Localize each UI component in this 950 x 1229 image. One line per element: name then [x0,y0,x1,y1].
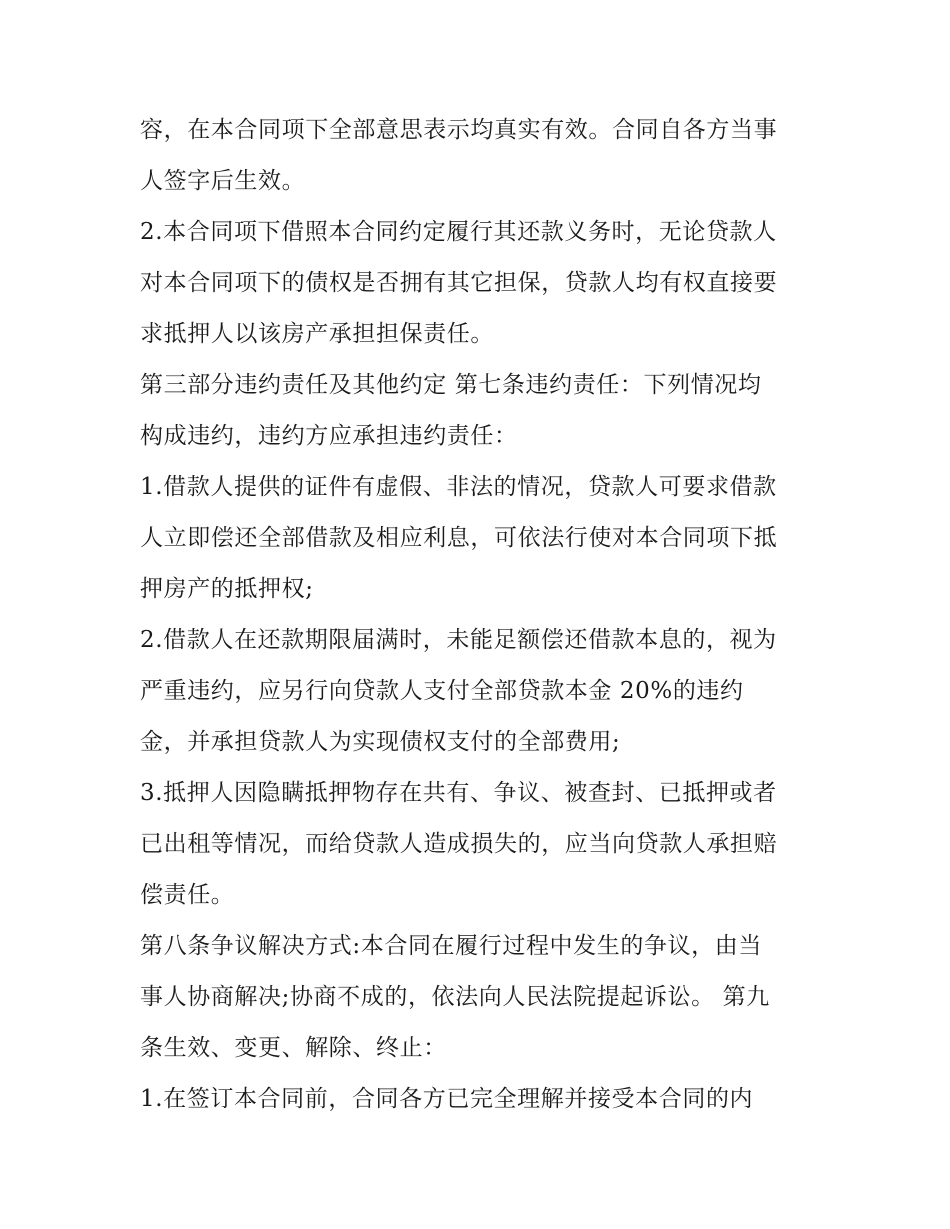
text-line: 人签字后生效。 [140,168,306,194]
text-line: 人立即偿还全部借款及相应利息，可依法行使对本合同项下抵 [140,525,778,551]
document-body [140,105,830,1125]
text-line: 押房产的抵押权; [140,576,314,602]
text-line: 金，并承担贷款人为实现债权支付的全部费用; [140,729,621,755]
text-line: 第八条争议解决方式:本合同在履行过程中发生的争议，由当 [140,933,762,959]
text-line: 容，在本合同项下全部意思表示均真实有效。合同自各方当事 [140,117,778,143]
text-line: 条生效、变更、解除、终止： [140,1035,447,1061]
text-line: 2.借款人在还款期限届满时，未能足额偿还借款本息的，视为 [140,627,777,653]
text-line: 1.借款人提供的证件有虚假、非法的情况，贷款人可要求借款 [140,474,777,500]
text-line: 对本合同项下的债权是否拥有其它担保，贷款人均有权直接要 [140,270,778,296]
text-line: 构成违约，违约方应承担违约责任： [140,423,518,449]
text-line: 求抵押人以该房产承担担保责任。 [140,321,494,347]
text-line: 1.在签订本合同前，合同各方已完全理解并接受本合同的内 [140,1086,754,1112]
text-line: 偿责任。 [140,882,235,908]
text-line: 已出租等情况，而给贷款人造成损失的，应当向贷款人承担赔 [140,831,778,857]
text-line: 严重违约，应另行向贷款人支付全部贷款本金 20%的违约 [140,678,744,704]
text-line: 事人协商解决;协商不成的，依法向人民法院提起诉讼。 第九 [140,984,770,1010]
text-line: 第三部分违约责任及其他约定 第七条违约责任：下列情况均 [140,372,762,398]
text-line: 2.本合同项下借照本合同约定履行其还款义务时，无论贷款人 [140,219,777,245]
text-line: 3.抵押人因隐瞒抵押物存在共有、争议、被查封、已抵押或者 [140,780,777,806]
